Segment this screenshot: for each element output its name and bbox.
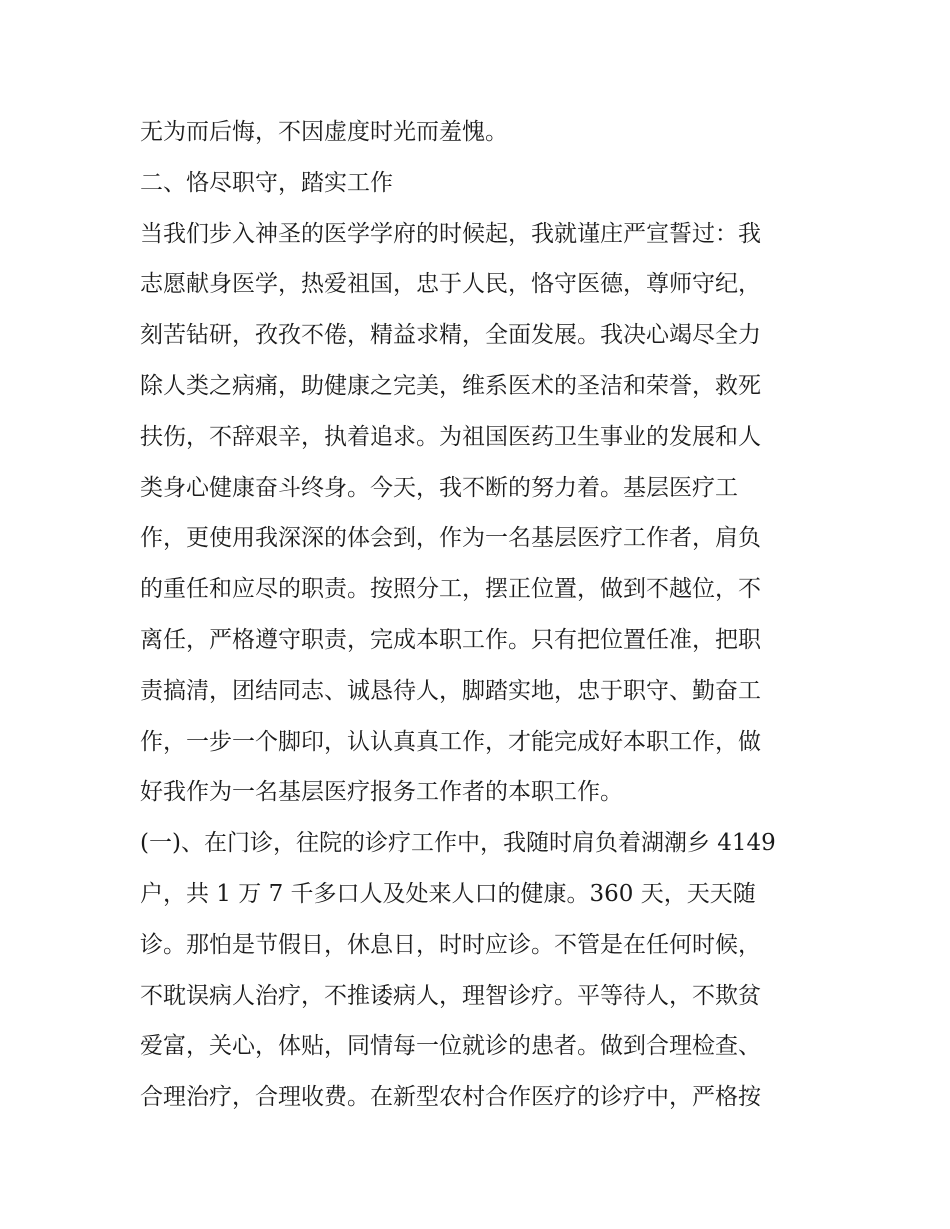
text-line: 诊。那怕是节假日，休息日，时时应诊。不管是在任何时候， — [140, 931, 761, 958]
text-line: 户，共 1 万 7 千多口人及处来人口的健康。360 天，天天随 — [140, 880, 756, 907]
text-line: 类身心健康奋斗终身。今天，我不断的努力着。基层医疗工 — [140, 474, 738, 501]
text-line: 好我作为一名基层医疗报务工作者的本职工作。 — [140, 779, 623, 806]
text-line: 作，更使用我深深的体会到，作为一名基层医疗工作者，肩负 — [140, 525, 761, 552]
text-line: 扶伤，不辞艰辛，执着追求。为祖国医药卫生事业的发展和人 — [140, 423, 761, 450]
text-line: 除人类之病痛，助健康之完美，维系医术的圣洁和荣誉，救死 — [140, 372, 761, 399]
text-line: 志愿献身医学，热爱祖国，忠于人民，恪守医德，尊师守纪， — [140, 271, 761, 298]
document-body — [140, 107, 820, 1123]
text-line: 当我们步入神圣的医学学府的时候起，我就谨庄严宣誓过：我 — [140, 220, 761, 247]
text-line: 合理治疗，合理收费。在新型农村合作医疗的诊疗中，严格按 — [140, 1084, 761, 1111]
section-heading: 二、恪尽职守，踏实工作 — [140, 169, 393, 196]
text-line: 作，一步一个脚印，认认真真工作，才能完成好本职工作，做 — [140, 728, 761, 755]
text-line: 爱富，关心，体贴，同情每一位就诊的患者。做到合理检查、 — [140, 1033, 761, 1060]
subsection-line: (一)、在门诊，往院的诊疗工作中，我随时肩负着湖潮乡 4149 — [140, 830, 776, 857]
text-line: 刻苦钻研，孜孜不倦，精益求精，全面发展。我决心竭尽全力 — [140, 322, 761, 349]
text-line: 不耽误病人治疗，不推诿病人，理智诊疗。平等待人，不欺贫 — [140, 982, 761, 1009]
text-line: 责搞清，团结同志、诚恳待人，脚踏实地，忠于职守、勤奋工 — [140, 677, 761, 704]
text-line: 的重任和应尽的职责。按照分工，摆正位置，做到不越位，不 — [140, 576, 761, 603]
text-line: 无为而后悔，不因虚度时光而羞愧。 — [140, 119, 508, 145]
text-line: 离任，严格遵守职责，完成本职工作。只有把位置任准，把职 — [140, 626, 761, 653]
